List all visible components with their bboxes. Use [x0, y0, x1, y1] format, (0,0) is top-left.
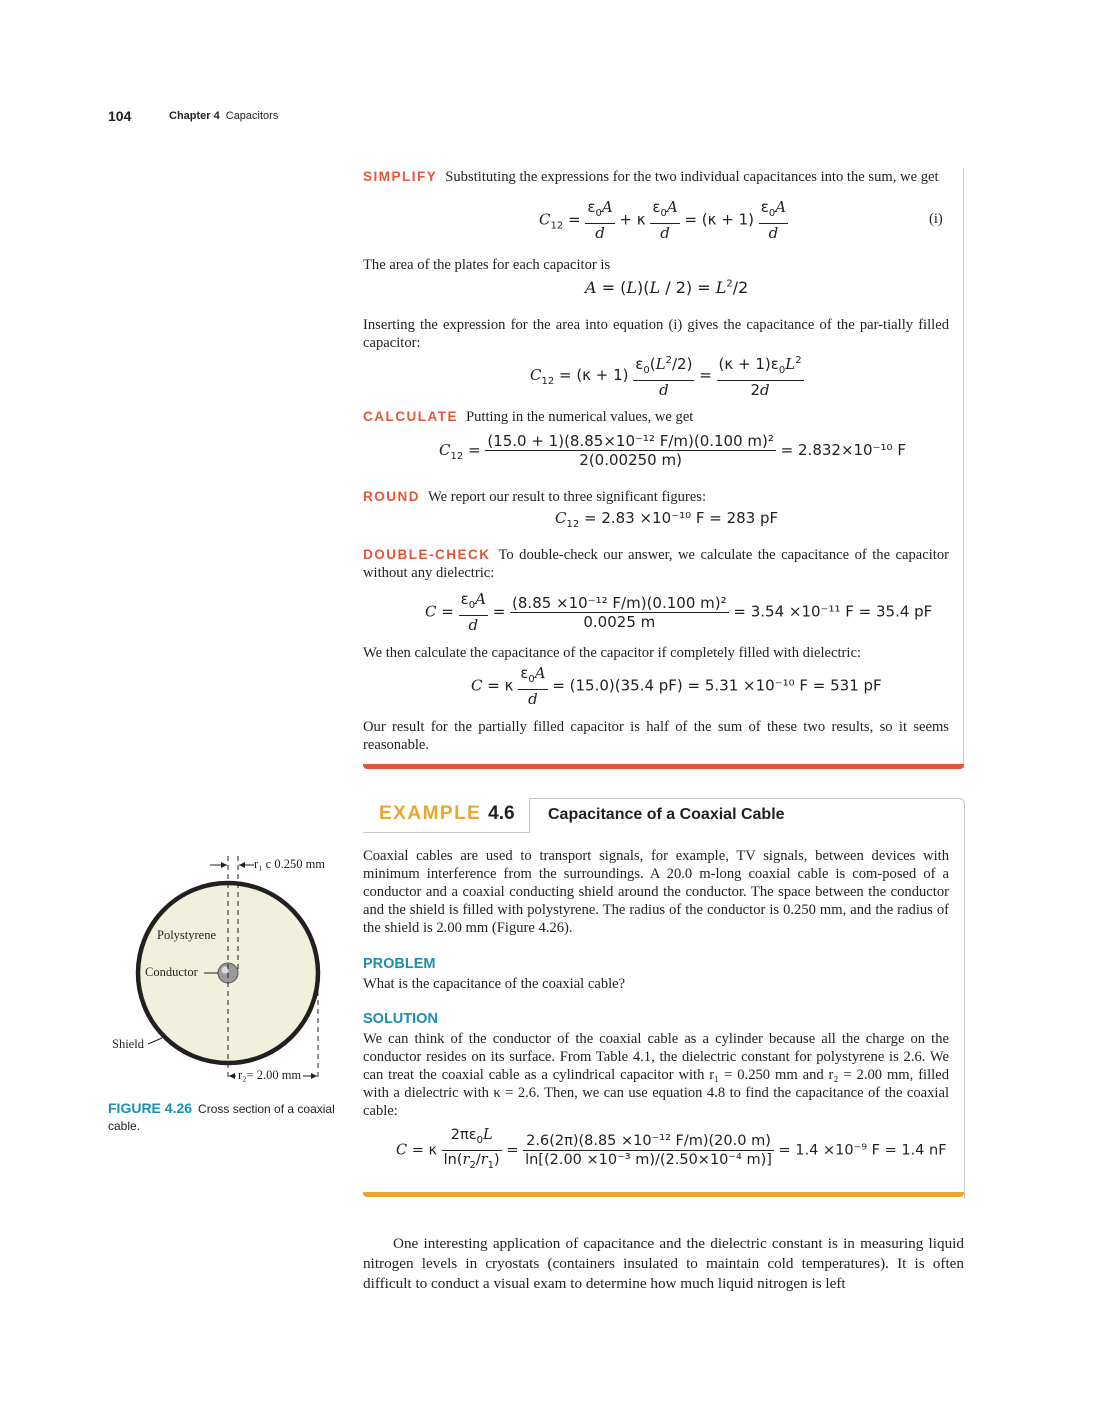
double-check-paragraph [363, 546, 949, 582]
simplify-paragraph [363, 168, 949, 186]
coax-result: = 1.4 ×10⁻⁹ F = 1.4 nF [778, 1142, 947, 1159]
calculate-heading: CALCULATE [363, 409, 458, 424]
solution-steps-box [363, 168, 964, 768]
double-check-numerator: (8.85 ×10⁻¹² F/m)(0.100 m)² [512, 593, 727, 612]
simplify-heading: SIMPLIFY [363, 169, 438, 184]
equation-i: $C_{12}$ = $\frac{\varepsilon_0A}{d}$ + κ $\frac{\varepsilon_0A}{d}$ = (κ + 1) $\frac{\varepsilon_0A}{d}$ [539, 198, 787, 242]
body-paragraph: One interesting application of capacitance and the dielectric constant is in measuring liquid nitrogen levels in cryostats (containers insulated to maintain cold temperatures). It is often difficult to conduct a visual exam to determine how much liquid nitrogen is left [363, 1235, 964, 1292]
r2-arrowhead-left [229, 1073, 235, 1079]
calculate-numerator: (15.0 + 1)(8.85×10⁻¹² F/m)(0.100 m)² [487, 432, 774, 450]
double-check-heading: DOUBLE-CHECK [363, 547, 491, 562]
figure-caption-text: Cross section of a coaxial cable. [108, 1102, 335, 1133]
calculate-equation: $C_{12}$ = $\frac{\text{(15.0 + 1)(8.85×10⁻¹² F/m)(0.100 m)²}}{2(0.00250 m)}$ = 2.832×10⁻¹⁰ F [439, 432, 906, 469]
round-paragraph [363, 488, 949, 506]
double-check-text2: We then calculate the capacitance of the capacitor if completely filled with dielectric: [363, 645, 862, 661]
round-result: = 2.83 ×10⁻¹⁰ F = 283 pF [584, 509, 779, 527]
coax-equation: C = κ $\frac{2\pi\varepsilon_0L}{\ln(r_2/r_1)}$ = $\frac{\text{2.6(2π)(8.85 ×10⁻¹² F/m)(20.0 m)}}{\text{ln[(2.00 ×10⁻³ m)/(2.50×10⁻⁴ m)]}}$ = 1.4 ×10⁻⁹ F = 1.4 nF [396, 1127, 947, 1171]
calculate-denominator: 2(0.00250 m) [579, 451, 682, 469]
insert-text: Inserting the expression for the area into equation (i) gives the capacitance of the par-tially filled capacitor: [363, 317, 949, 351]
r1-label: r₁ c 0.250 mm [254, 857, 326, 871]
chapter-label: Chapter 4 [169, 110, 220, 122]
running-header [169, 110, 278, 122]
coax-denominator: ln[(2.00 ×10⁻³ m)/(2.50×10⁻⁴ m)] [525, 1151, 772, 1168]
example-label-text: EXAMPLE [379, 803, 482, 824]
shield-label: Shield [112, 1037, 144, 1051]
coaxial-cross-section-figure [100, 848, 350, 1098]
conductor-highlight [222, 967, 229, 974]
double-check-denominator: 0.0025 m [583, 612, 656, 631]
solution-heading: SOLUTION [363, 1011, 438, 1027]
calculate-text: Putting in the numerical values, we get [466, 409, 694, 425]
area-equation: $A = (L)(L / 2) = L^2/2$ [585, 278, 749, 297]
r2-label: r₂= 2.00 mm [238, 1068, 302, 1082]
round-heading: ROUND [363, 489, 420, 504]
round-equation: $C_{12} = 2.83 \times 10^{-10}$ F = 283 pF [555, 509, 779, 530]
double-check-text: To double-check our answer, we calculate the capacitance of the capacitor without any dielectric: [363, 547, 949, 581]
calculate-result: = 2.832×10⁻¹⁰ F [780, 441, 906, 459]
example-box-bottom-bar [363, 1192, 964, 1197]
partial-capacitance-equation: $C_{12} = (\kappa + 1)$ $\frac{\varepsilon_0(L^2/2)}{d}$ = $\frac{(\kappa + 1)\varepsilon_0L^2}{2d}$ [530, 352, 804, 399]
problem-text: What is the capacitance of the coaxial cable? [363, 976, 626, 992]
double-check-result2: = (15.0)(35.4 pF) = 5.31 ×10⁻¹⁰ F = 531 pF [552, 676, 882, 695]
simplify-text: Substituting the expressions for the two individual capacitances into the sum, we get [445, 169, 939, 185]
polystyrene-label: Polystyrene [157, 928, 217, 942]
double-check-equation: C = $\frac{\varepsilon_0A}{d}$ = $\frac{\text{(8.85 ×10⁻¹² F/m)(0.100 m)²}}{0.0025 m}$ = 3.54 ×10⁻¹¹ F = 35.4 pF [425, 590, 933, 634]
figure-caption-number: FIGURE 4.26 [108, 1100, 193, 1116]
solution-text: We can think of the conductor of the coaxial cable as a cylinder because all the charge on the conductor resides on its surface. From Table 4.1, the dielectric constant for polystyrene is 2.6. We can treat the coaxial cable as a cylindrical capacitor with r₁ = 0.250 mm and r₂ = 2.00 mm, filled with a dielectric with κ = 2.6. Then, we can use equation 4.8 to find the capacitance of the coaxial cable: [363, 1031, 949, 1119]
r1-arrowhead-right [239, 862, 245, 868]
example-title: Capacitance of a Coaxial Cable [548, 806, 785, 823]
figure-caption [108, 1100, 348, 1135]
page-number: 104 [108, 108, 132, 124]
round-text: We report our result to three significant figures: [428, 489, 707, 505]
problem-heading: PROBLEM [363, 956, 436, 972]
filled-capacitance-equation: C = κ $\frac{\varepsilon_0A}{d}$ = (15.0)(35.4 pF) = 5.31 ×10⁻¹⁰ F = 531 pF [471, 664, 882, 708]
coax-numerator: 2.6(2π)(8.85 ×10⁻¹² F/m)(20.0 m) [523, 1132, 774, 1151]
double-check-conclusion: Our result for the partially filled capacitor is half of the sum of these two results, so it seems reasonable. [363, 719, 949, 753]
example-label [379, 803, 515, 825]
conductor-label: Conductor [145, 965, 198, 979]
area-text: The area of the plates for each capacitor is [363, 257, 611, 273]
shield-leader-line [148, 1038, 162, 1044]
r1-arrowhead-left [221, 862, 227, 868]
example-intro: Coaxial cables are used to transport signals, for example, TV signals, between devices with minimum interference from the surroundings. A 20.0 m-long coaxial cable is com-posed of a conductor and a coaxial conducting shield around the conductor. The space between the conductor and the shield is filled with polystyrene. The radius of the conductor is 0.250 mm, and the radius of the shield is 2.00 mm (Figure 4.26). [363, 848, 949, 936]
calculate-paragraph [363, 408, 949, 426]
steps-box-bottom-bar [363, 764, 964, 769]
r2-arrowhead-right [311, 1073, 317, 1079]
example-number: 4.6 [488, 803, 515, 824]
chapter-title: Capacitors [225, 110, 279, 122]
double-check-result: = 3.54 ×10⁻¹¹ F = 35.4 pF [733, 602, 933, 621]
equation-label: (i) [929, 211, 943, 227]
